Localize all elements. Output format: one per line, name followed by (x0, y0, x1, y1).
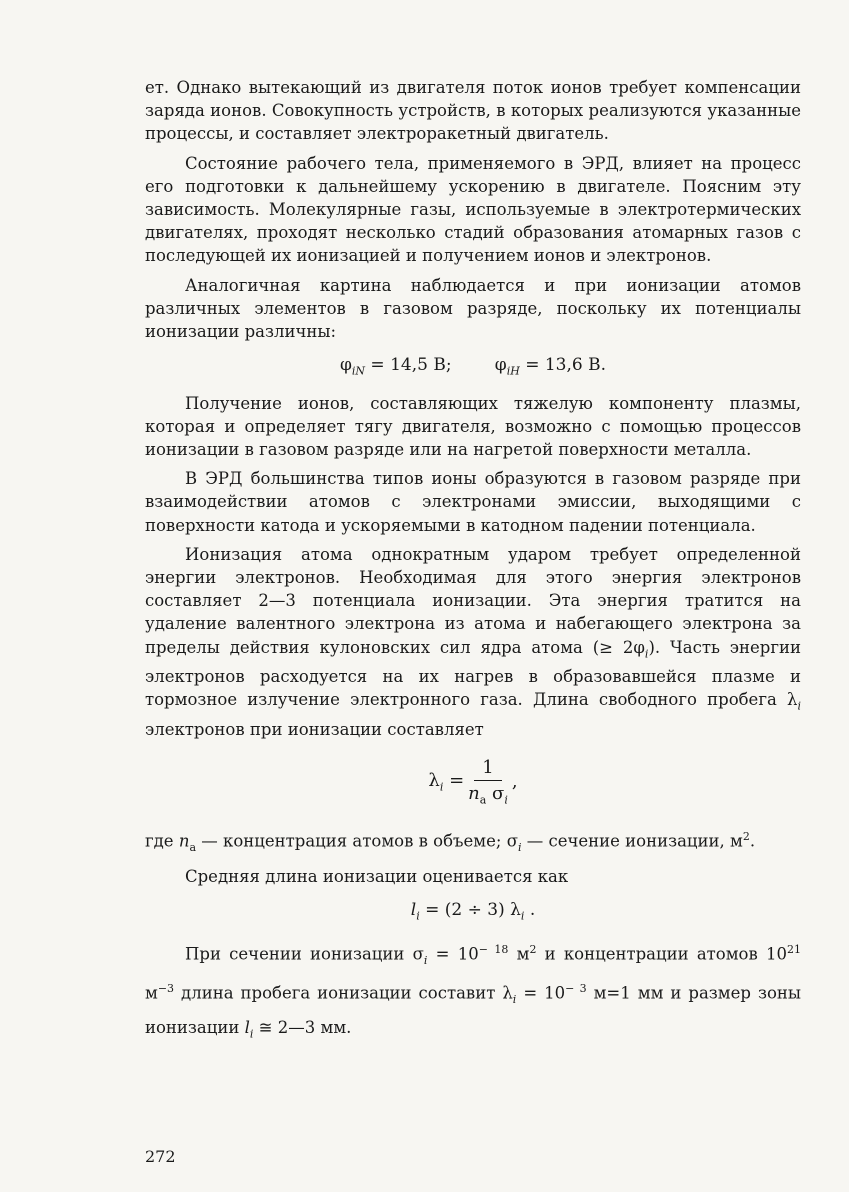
text: м (145, 983, 158, 1003)
superscript: − 18 (478, 943, 509, 957)
sigma-symbol: σ (486, 783, 505, 805)
superscript: 21 (787, 943, 801, 957)
paragraph-5: В ЭРД большинства типов ионы образуются в газовом разряде при взаимодействии атомов с электронами эмиссии, выходящими с поверхности катода и ускоряемыми в катодном падении потенциала. (145, 469, 801, 535)
paragraph-4: Получение ионов, составляющих тяжелую компоненту плазмы, которая и определяет тягу двигателя, возможно с помощью процессов ионизации в газовом разряде или на нагретой поверхности металла. (145, 393, 801, 460)
subscript: iN (351, 364, 366, 378)
text: = 10 (516, 983, 566, 1003)
superscript: 2 (529, 943, 537, 957)
subscript: iH (506, 364, 520, 378)
subscript: i (416, 909, 420, 923)
phi-symbol: φ (494, 355, 507, 376)
text: — концентрация атомов в объеме; σ (196, 831, 518, 851)
paragraph-7: Средняя длина ионизации оценивается как (185, 866, 569, 886)
fraction-denominator (468, 781, 508, 807)
text: ). Часть энергии электронов расходуется на их нагрев в образовавшейся плазме и тормозное излучение электронного газа. Длина свободного пробега λ (145, 637, 801, 710)
subscript: i (504, 793, 508, 807)
value-n: = 14,5 В; (365, 355, 452, 376)
text: . (749, 831, 756, 851)
phi-symbol: φ (339, 355, 352, 376)
text: Ионизация атома однократным ударом требует определенной энергии электронов. Необходимая для этого энергия электронов составляет 2—3 потенциала ионизации. Эта энергия тратится на удаление валентного электрона из атома и набегающего электрона за пределы действия кулоновских сил ядра атома (≥ 2φ (145, 544, 801, 657)
text: м=1 мм и размер зоны ионизации (145, 983, 802, 1037)
subscript: а (479, 793, 487, 807)
fraction-numerator: 1 (474, 757, 501, 781)
subscript: а (189, 840, 197, 854)
value-h: = 13,6 В. (519, 355, 607, 376)
paragraph-2: Состояние рабочего тела, применяемого в ЭРД, влияет на процесс его подготовки к дальнейшему ускорению в двигателе. Поясним эту зависимость. Молекулярные газы, используемые в электротермических двигателях, проходят несколько стадий образования атомарных газов с последующей их ионизацией и получением ионов и электронов. (145, 153, 801, 266)
paragraph-where (145, 825, 801, 859)
text: и концентрации атомов 10 (536, 944, 787, 964)
lambda-symbol: λ (428, 770, 440, 792)
equals: = (443, 770, 465, 792)
text: = 10 (427, 944, 479, 964)
l-symbol: l (244, 1017, 250, 1037)
text: — сечение ионизации, м (521, 831, 743, 851)
formula-mean-free-path (145, 757, 801, 807)
text: ≅ 2—3 мм. (253, 1017, 352, 1037)
text: При сечении ионизации σ (185, 944, 424, 964)
subscript: i (512, 992, 517, 1006)
page-number: 272 (145, 1147, 176, 1166)
subscript: i (520, 909, 525, 923)
paragraph-1: ет. Однако вытекающий из двигателя поток ионов требует компенсации заряда ионов. Совокупность устройств, в которых реализуются указанные процессы, и составляет электроракетный двигатель. (145, 78, 801, 144)
n-symbol: n (178, 831, 190, 851)
text: электронов при ионизации составляет (145, 719, 484, 739)
text: . (524, 899, 536, 920)
subscript: i (439, 780, 444, 794)
superscript: 2 (742, 829, 750, 843)
superscript: −3 (157, 982, 175, 996)
paragraph-8 (145, 936, 801, 1048)
paragraph-6: Ионизация атома однократным ударом требует определенной энергии электронов. Необходимая для этого энергия электронов составляет 2—3 потенциала ионизации. Эта энергия тратится на удаление валентного электрона из атома и набегающего электрона за пределы действия кулоновских сил ядра атома (≥ $2\varphi_i$). Часть энергии электронов расходуется на их нагрев в образовавшейся плазме и тормозное излучение электронного газа. Длина свободного пробега $\lambda_i$ электронов при ионизации составляет (145, 544, 801, 739)
subscript: i (517, 840, 522, 854)
superscript: − 3 (565, 982, 587, 996)
text: м (508, 944, 530, 964)
text: длина пробега ионизации составит λ (174, 983, 513, 1003)
comma: , (511, 771, 518, 793)
formula-ionization-potentials (145, 355, 801, 377)
subscript: i (249, 1027, 254, 1041)
paragraph-3: Аналогичная картина наблюдается и при ионизации атомов различных элементов в газовом разряде, поскольку их потенциалы ионизации различны: (145, 275, 801, 342)
formula-ionization-length (145, 900, 801, 922)
subscript: i (423, 954, 428, 968)
text: = (2 ÷ 3) λ (419, 899, 521, 920)
fraction (468, 757, 508, 807)
n-symbol: n (468, 783, 480, 805)
text: где (145, 831, 179, 851)
l-symbol: l (410, 899, 417, 920)
